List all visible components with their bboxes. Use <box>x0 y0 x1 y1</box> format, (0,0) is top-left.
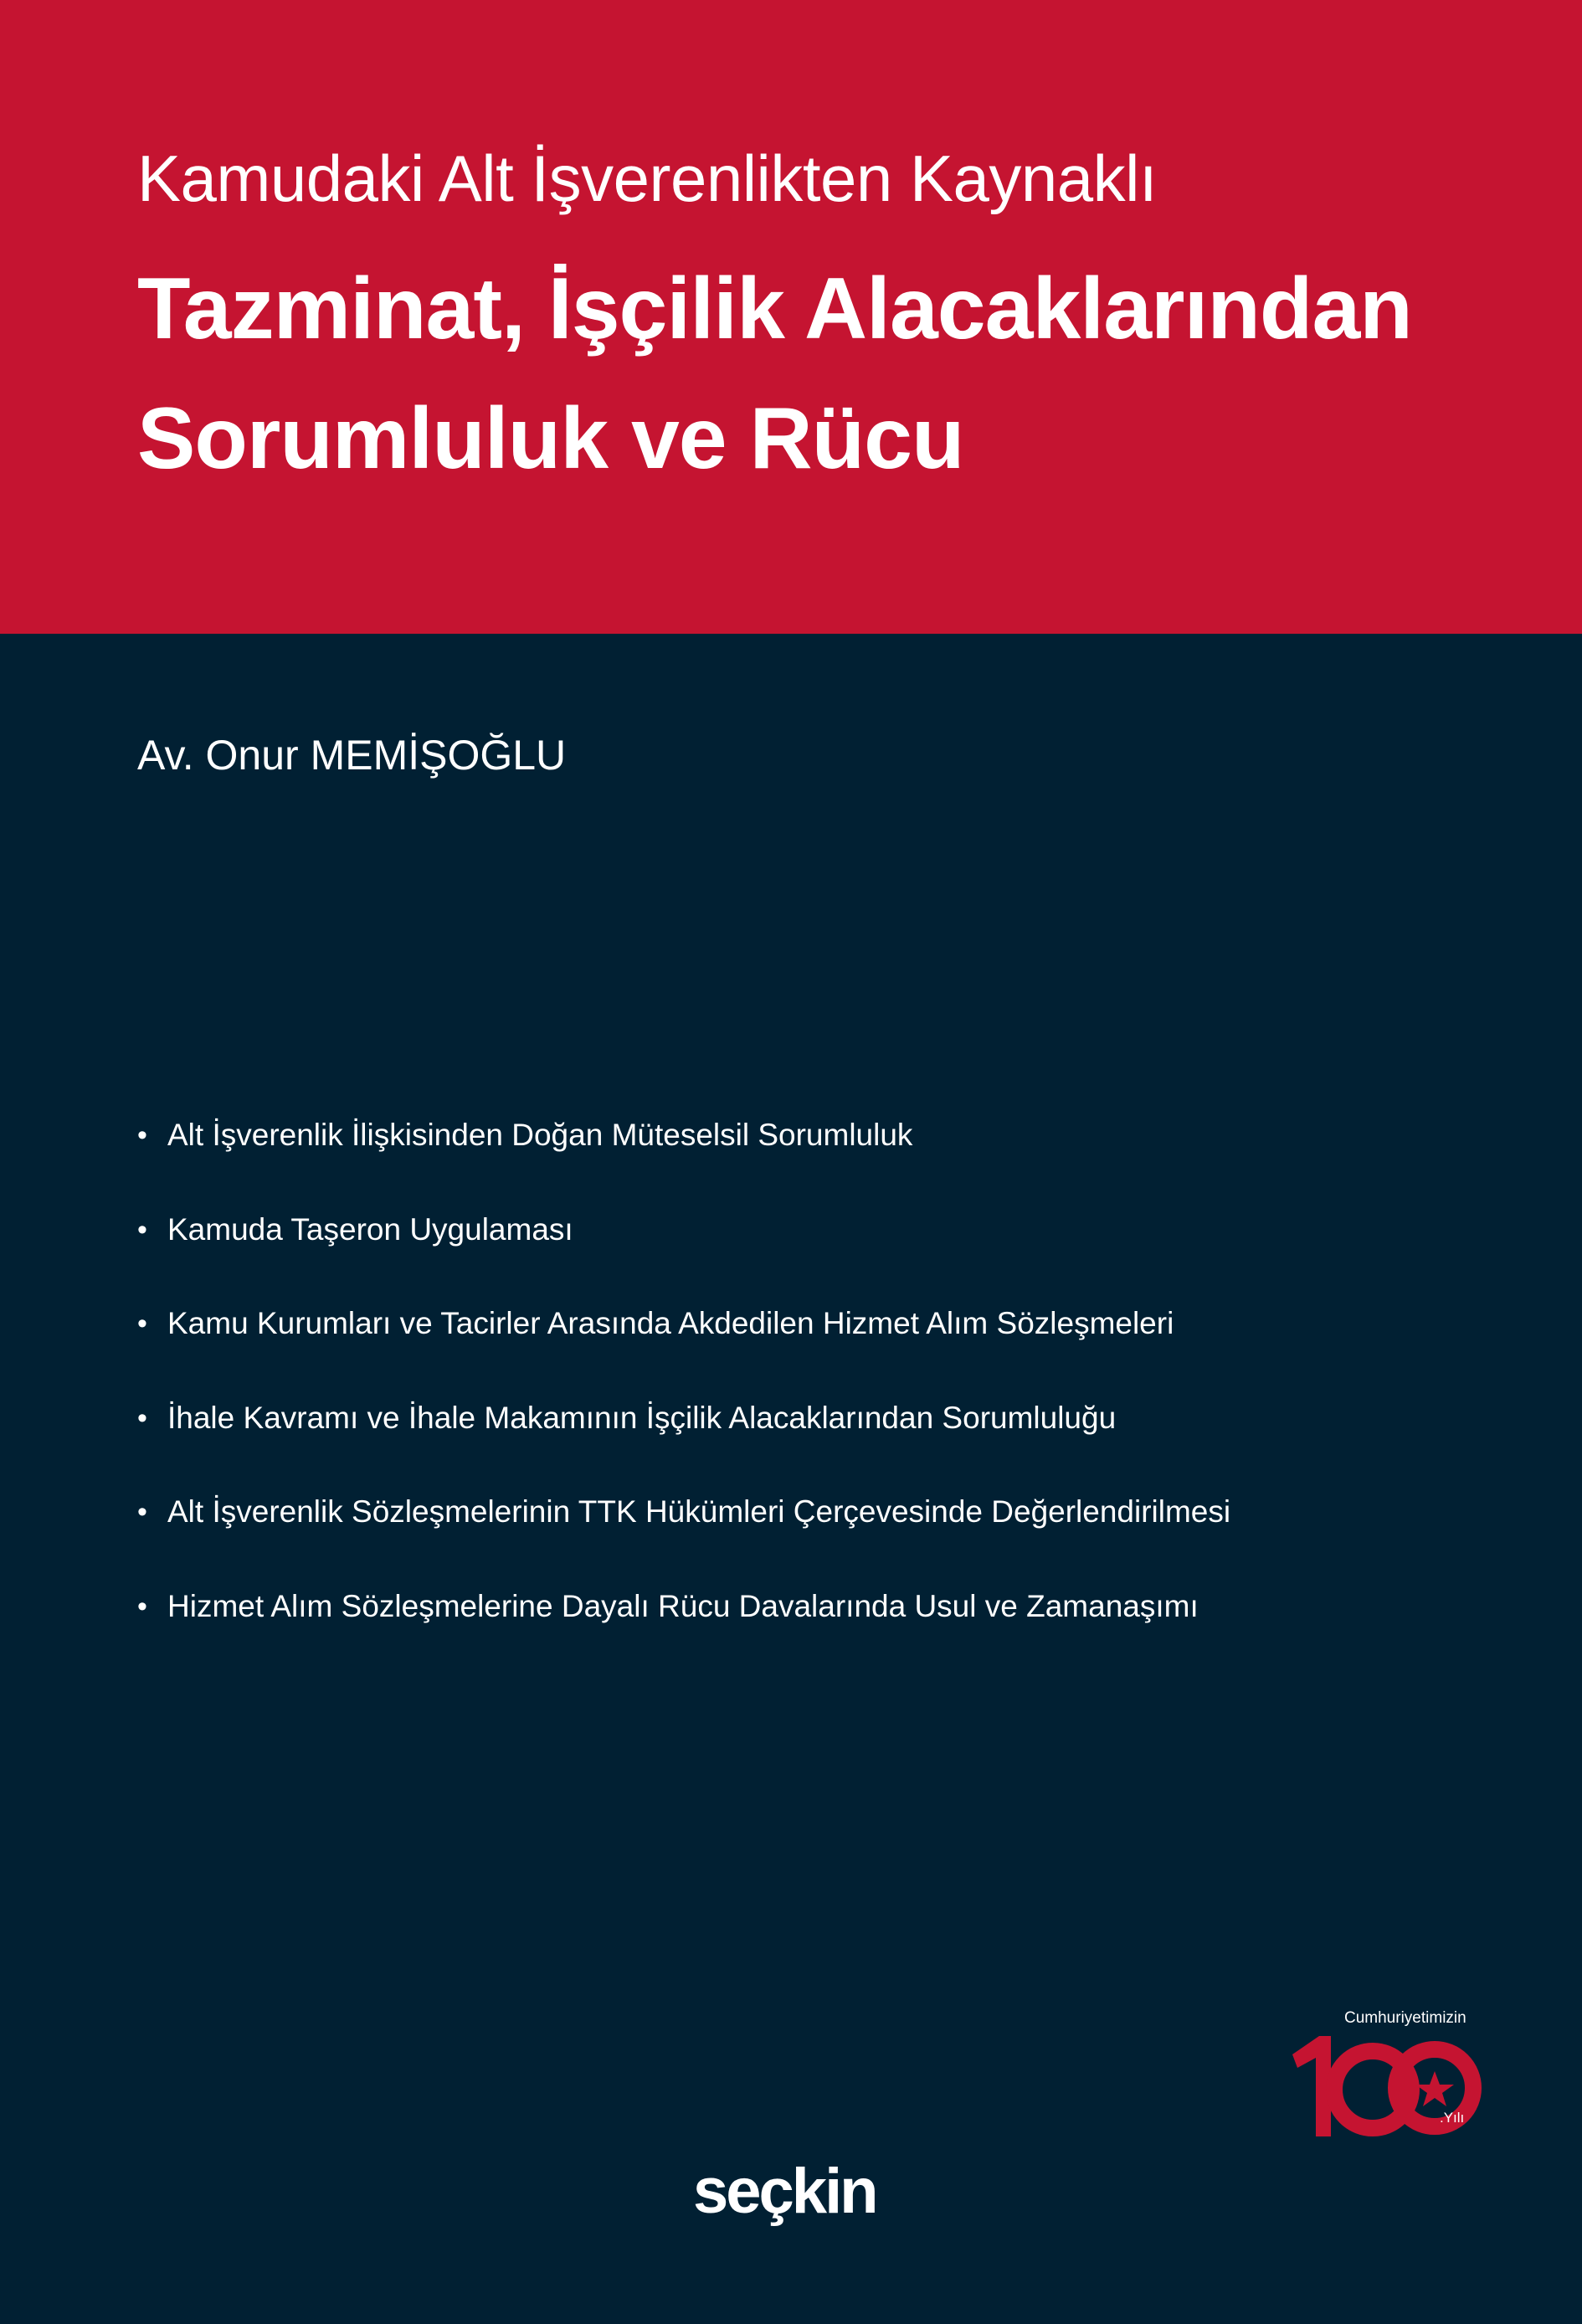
badge-caption: Cumhuriyetimizin <box>1344 2009 1466 2027</box>
publisher-logo: seçkin <box>693 2156 876 2227</box>
topic-text: İhale Kavramı ve İhale Makamının İşçilik Alacaklarından Sorumluluğu <box>167 1400 1117 1435</box>
bullet-icon: • <box>137 1401 147 1434</box>
centenary-badge <box>1282 2009 1487 2143</box>
badge-year-suffix: .Yılı <box>1440 2110 1465 2126</box>
topic-item <box>137 1395 1230 1489</box>
topic-text: Alt İşverenlik İlişkisinden Doğan Müteselsil Sorumluluk <box>167 1118 913 1152</box>
topic-item <box>137 1112 1230 1206</box>
topic-item <box>137 1206 1230 1301</box>
centenary-logo-icon <box>1282 2029 1487 2147</box>
topic-list <box>137 1112 1230 1678</box>
bullet-icon: • <box>137 1496 147 1529</box>
topic-text: Kamu Kurumları ve Tacirler Arasında Akdedilen Hizmet Alım Sözleşmeleri <box>167 1306 1174 1341</box>
book-title-line-2: Sorumluluk ve Rücu <box>137 390 964 487</box>
topic-item <box>137 1300 1230 1395</box>
title-band <box>0 0 1582 634</box>
topic-text: Kamuda Taşeron Uygulaması <box>167 1211 573 1247</box>
book-title-line-1: Tazminat, İşçilik Alacaklarından <box>137 260 1412 357</box>
topic-text: Alt İşverenlik Sözleşmelerinin TTK Hükümleri Çerçevesinde Değerlendirilmesi <box>167 1494 1231 1530</box>
book-subtitle: Kamudaki Alt İşverenlikten Kaynaklı <box>137 141 1158 215</box>
bullet-icon: • <box>137 1590 147 1622</box>
bullet-icon: • <box>137 1119 147 1151</box>
topic-item <box>137 1488 1230 1583</box>
bullet-icon: • <box>137 1213 147 1246</box>
topic-item <box>137 1583 1230 1678</box>
bullet-icon: • <box>137 1308 147 1340</box>
author-name: Av. Onur MEMİŞOĞLU <box>137 732 567 779</box>
topic-text: Hizmet Alım Sözleşmelerine Dayalı Rücu Davalarında Usul ve Zamanaşımı <box>167 1588 1199 1623</box>
